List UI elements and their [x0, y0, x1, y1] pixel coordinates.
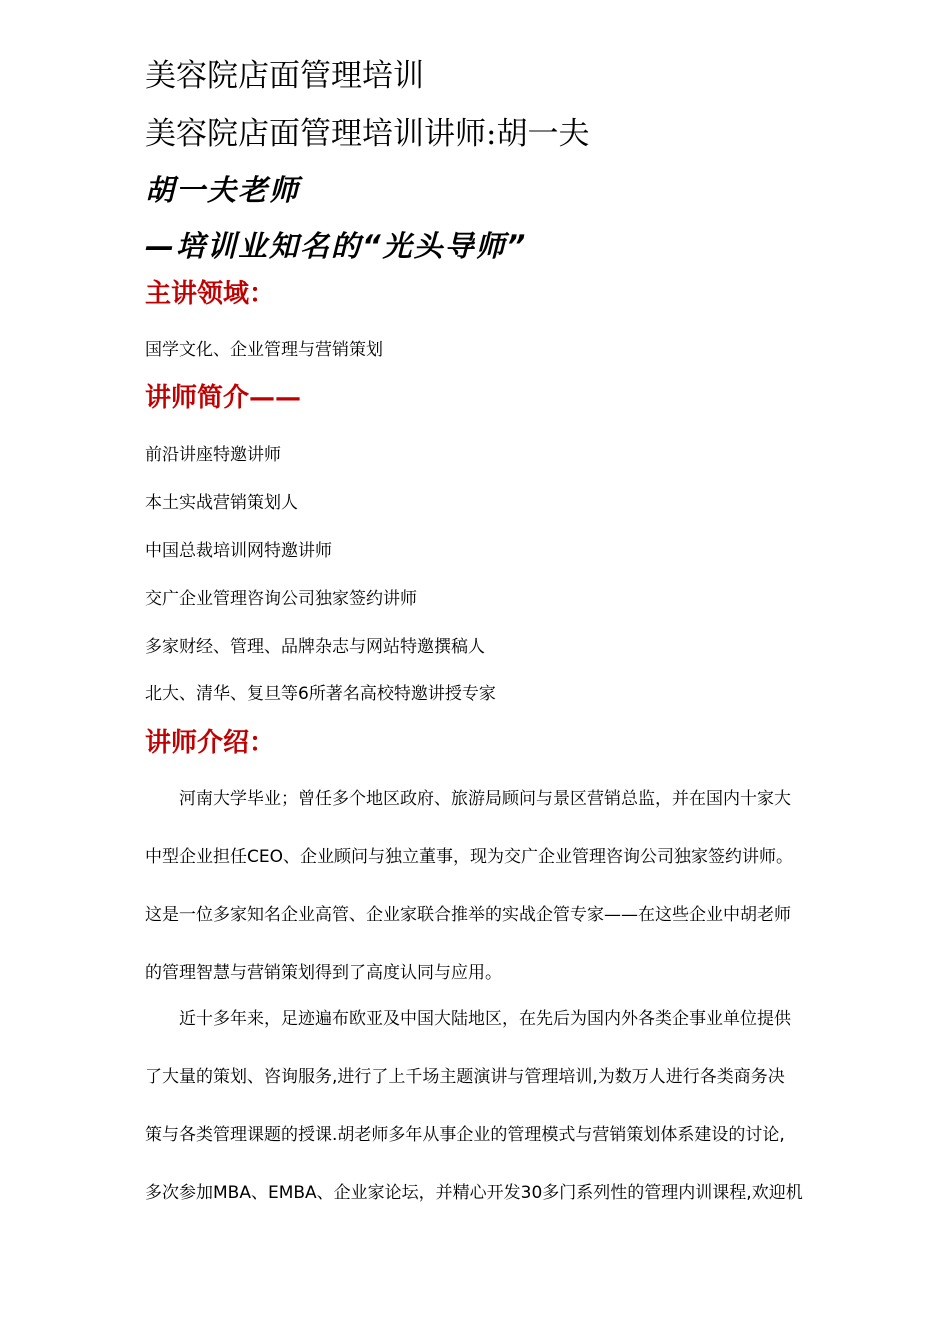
profile-item: 北大、清华、复旦等6所著名高校特邀讲授专家	[145, 684, 496, 704]
profile-item: 中国总裁培训网特邀讲师	[145, 541, 332, 561]
intro-paragraph-2	[145, 990, 873, 1222]
profile-item: 本土实战营销策划人	[145, 493, 298, 513]
paragraph-line: 策与各类管理课题的授课.胡老师多年从事企业的管理模式与营销策划体系建设的讨论,	[145, 1125, 785, 1145]
document-subtitle: 美容院店面管理培训讲师:胡一夫	[145, 116, 590, 152]
profile-item: 多家财经、管理、品牌杂志与网站特邀撰稿人	[145, 637, 485, 657]
paragraph-line: 多次参加MBA、EMBA、企业家论坛，并精心开发30多门系列性的管理内训课程,欢迎机	[145, 1183, 803, 1203]
profile-item: 前沿讲座特邀讲师	[145, 445, 281, 465]
paragraph-line: 了大量的策划、咨询服务,进行了上千场主题演讲与管理培训,为数万人进行各类商务决	[145, 1067, 785, 1087]
teacher-name: 胡一夫老师	[145, 173, 301, 207]
profile-item: 交广企业管理咨询公司独家签约讲师	[145, 589, 417, 609]
field-text: 国学文化、企业管理与营销策划	[145, 340, 383, 360]
paragraph-line: 的管理智慧与营销策划得到了高度认同与应用。	[145, 963, 502, 983]
document-title: 美容院店面管理培训	[145, 58, 424, 94]
paragraph-line: 河南大学毕业；曾任多个地区政府、旅游局顾问与景区营销总监，并在国内十家大	[145, 789, 791, 809]
paragraph-line: 中型企业担任CEO、企业顾问与独立董事，现为交广企业管理咨询公司独家签约讲师。	[145, 847, 793, 867]
profile-heading: 讲师简介——	[145, 383, 302, 413]
teacher-tagline: —培训业知名的“光头导师”	[145, 229, 528, 263]
field-heading: 主讲领域：	[145, 279, 276, 309]
intro-heading: 讲师介绍：	[145, 728, 276, 758]
intro-paragraph-1	[145, 770, 873, 1002]
paragraph-line: 近十多年来，足迹遍布欧亚及中国大陆地区，在先后为国内外各类企事业单位提供	[145, 1009, 791, 1029]
paragraph-line: 这是一位多家知名企业高管、企业家联合推举的实战企管专家——在这些企业中胡老师	[145, 905, 791, 925]
